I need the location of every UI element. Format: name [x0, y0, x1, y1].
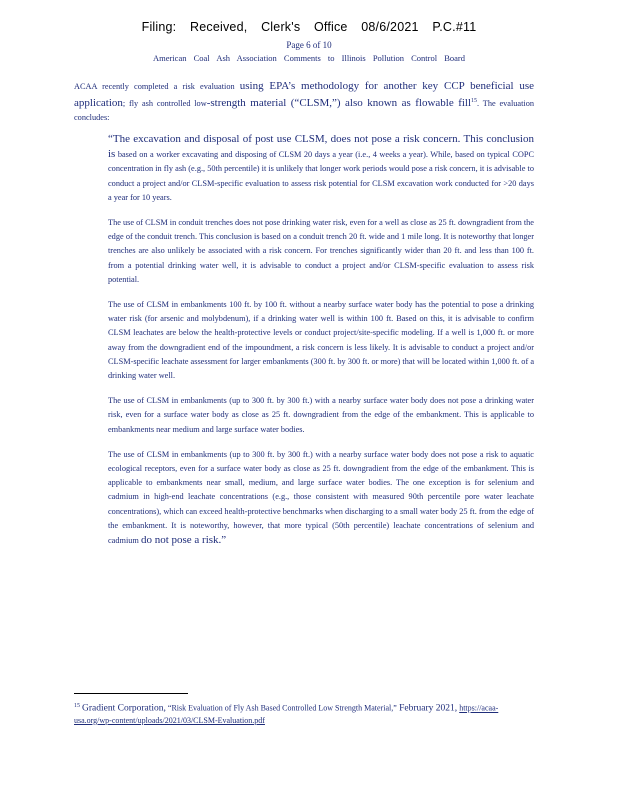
- filing-stamp: Filing: Received, Clerk's Office 08/6/2021 P.C.#11: [141, 20, 477, 34]
- block-quote: [108, 132, 534, 559]
- quote-paragraph-5-text: The use of CLSM in embankments (up to 300 ft. by 300 ft.) with a nearby surface water body does not pose a risk to aquatic ecological receptors, even for a surface water body as close as 25 ft. downgradient from the edge of the embankment. This is applicable to embankments near small, medium, and large surface water bodies. The one exception is for selenium and cadmium in high-end leachate concentrations (e.g., those consistent with measured 90th percentile pore water leachate concentrations), which can exceed health-protective benchmarks when discharging to a small water body 25 ft. from the edge of the embankment. It is noteworthy, however, that more typical (50th percentile) leachate concentrations of selenium and cadmium: [108, 449, 534, 546]
- intro-text-3: ; fly ash controlled low: [122, 98, 207, 108]
- intro-text-4: -strength material (“CLSM,”) also known as flowable fill: [206, 96, 472, 109]
- footnote-title: “Risk Evaluation of Fly Ash Based Controlled Low Strength Material,”: [165, 703, 397, 713]
- footnote-source: Gradient Corporation,: [82, 703, 166, 714]
- page-number: Page 6 of 10: [286, 40, 332, 50]
- footnote-date: February 2021,: [396, 703, 458, 714]
- document-header: American Coal Ash Association Comments to Illinois Pollution Control Board: [152, 53, 466, 63]
- quote-closing-sentence: do not pose a risk.”: [140, 534, 227, 547]
- intro-paragraph: [74, 79, 534, 125]
- quote-paragraph-1: [108, 132, 534, 205]
- footnote-link[interactable]: https://acaa-usa.org/wp-content/uploads/2021/03/CLSM-Evaluation.pdf: [74, 703, 499, 725]
- quote-paragraph-3: The use of CLSM in embankments 100 ft. by 100 ft. without a nearby surface water body has the potential to pose a drinking water risk (for arsenic and molybdenum), if a drinking water well is within 100 ft. Based on this, it is advisable to confirm CLSM leachates are below the health-protective levels or conduct project/site-specific modeling. If a well is 1,000 ft. or more away from the downgradient end of the impoundment, a risk concern is less likely. It is advisable to conduct a project and/or CLSM-specific leachate assessment for larger embankments (300 ft. by 300 ft. or more) that will be located within 1,000 ft. of a drinking water well.: [108, 300, 534, 381]
- quote-paragraph-5: [108, 448, 534, 548]
- intro-text-5: . The evaluation concludes:: [74, 98, 535, 122]
- footnote-mark: 15: [74, 703, 80, 709]
- quote-paragraph-4: The use of CLSM in embankments (up to 300 ft. by 300 ft.) with a nearby surface water body does not pose a drinking water risk, even for a surface water body as close as 25 ft. downgradient from the edge of the embankment. This is applicable to embankments near medium and large surface water bodies.: [108, 396, 534, 434]
- intro-text-2: using EPA’s methodology for another key CCP beneficial use application: [74, 80, 534, 109]
- footnote-divider: [74, 693, 188, 694]
- quote-paragraph-2: The use of CLSM in conduit trenches does not pose drinking water risk, even for a well as close as 25 ft. downgradient from the edge of the conduit trench. This conclusion is based on a conduit trench 20 ft. wide and 1 mile long. It is noteworthy that longer trenches are also unlikely be associated with a risk concern. For trenches significantly wider than 20 ft. and less than 100 ft. from a potential drinking water well, it is advisable to conduct a project and/or CLSM-specific evaluation to assess risk potential.: [108, 218, 534, 284]
- footnote-reference[interactable]: 15: [471, 98, 478, 104]
- quote-paragraph-1-text: based on a worker excavating and disposing of CLSM 20 days a year (i.e., 4 weeks a year). While, based on typical COPC concentration in fly ash (e.g., 50th percentile) it is unlikely that longer work periods would pose a risk concern, it is advisable to conduct a project and/or CLSM-specific evaluation to assess risk potential for CLSM excavation work conducted for >20 days a year for 10 years.: [108, 150, 535, 202]
- footnote: [74, 700, 534, 727]
- quote-lead-sentence: “The excavation and disposal of post use CLSM, does not pose a risk concern. This conclusion is: [108, 133, 534, 161]
- intro-text-1: ACAA recently completed a risk evaluation: [74, 82, 240, 91]
